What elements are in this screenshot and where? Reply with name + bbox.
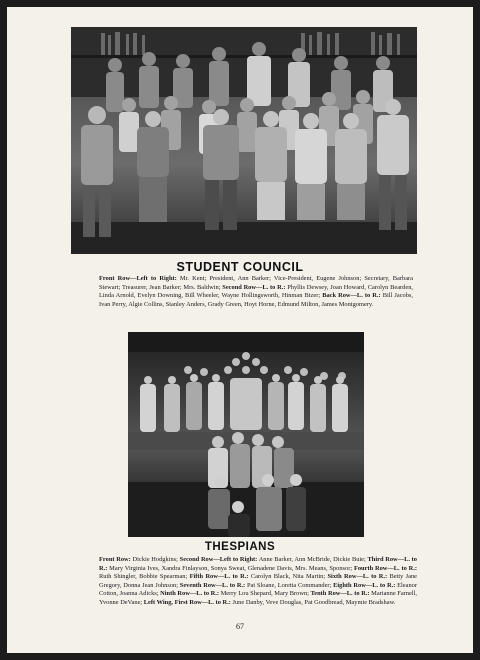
caption-row-label: Eighth Row—L. to R.:: [333, 581, 396, 589]
caption-names: Pat Sloane, Loretta Commander;: [245, 581, 334, 589]
caption-names: Marianne Farnell, Yvonne DeVane;: [99, 590, 417, 606]
caption-row-label: Second Row—L. to R.:: [222, 283, 286, 291]
page-number: 67: [236, 622, 244, 631]
caption-row-label: Front Row:: [99, 556, 131, 563]
caption-row-label: Third Row—L. to R.:: [99, 556, 417, 572]
caption-names: Carolyn Black, Nita Martin;: [248, 573, 328, 580]
caption-row-label: Tenth Row—L. to R.:: [310, 590, 370, 597]
caption-names: Ruth Shingler, Bobbie Spearman;: [99, 573, 190, 580]
caption-row-label: Sixth Row—L. to R.:: [327, 573, 388, 580]
thespians-photo: [128, 332, 364, 537]
caption-row-label: Seventh Row—L. to R.:: [179, 581, 246, 589]
caption-names: Dickie Hodgkins;: [130, 556, 180, 563]
caption-row-label: Fifth Row—L. to R.:: [189, 573, 249, 580]
caption-row-label: Back Row—L. to R.:: [322, 292, 381, 299]
caption-names: June Danby, Veve Douglas, Pat Goodbread, Maymie Bradshaw.: [230, 598, 396, 606]
thespians-heading: THESPIANS: [204, 541, 276, 553]
caption-names: Phyllis Dewsey, Joan Howard, Carolyn Bearden, Linda Arnold, Evelyn Downing, Bill Wheeler, Wayne Hollingsworth, Hinman Bizer;: [99, 283, 413, 299]
caption-names: Eleanor Cotton, Joanna Adicks;: [99, 581, 417, 597]
caption-names: Mr. Kent; President, Ann Barker; Vice-President, Eugene Johnson; Secretary, Barbara Stewart; Treasurer, Jean Barker; Mrs. Baldwin;: [99, 275, 414, 291]
yearbook-page: [7, 7, 473, 653]
student-council-heading: STUDENT COUNCIL: [176, 260, 304, 274]
student-council-caption: [99, 275, 413, 309]
caption-row-label: Second Row—Left to Right:: [179, 556, 258, 563]
caption-names: Mary Virginia Ives, Xandra Finlayson, Sonya Sweat, Glenadene Davis, Mrs. Means, Sponsor;: [107, 564, 354, 572]
thespians-caption: [99, 556, 417, 607]
caption-names: Betty Jane Gregory, Donna Jean Johnson;: [99, 573, 417, 589]
caption-row-label: Ninth Row—L. to R.:: [160, 590, 219, 597]
caption-names: Anne Barker, Ann McBride, Dickie Buie;: [257, 556, 368, 563]
caption-row-label: Front Row—Left to Right:: [99, 275, 177, 282]
caption-row-label: Fourth Row—L. to R.:: [353, 564, 417, 572]
student-council-photo: [71, 27, 417, 254]
caption-names: Merry Lou Shepard, Mary Brown;: [219, 590, 311, 597]
caption-names: Bill Jacobs, Ivan Perry, Algie Collins, Stanley Anders, Grady Green, Hoyt Horne, Edmund Milton, James Montgomery.: [99, 292, 414, 308]
caption-row-label: Left Wing, First Row—L. to R.:: [143, 598, 231, 606]
